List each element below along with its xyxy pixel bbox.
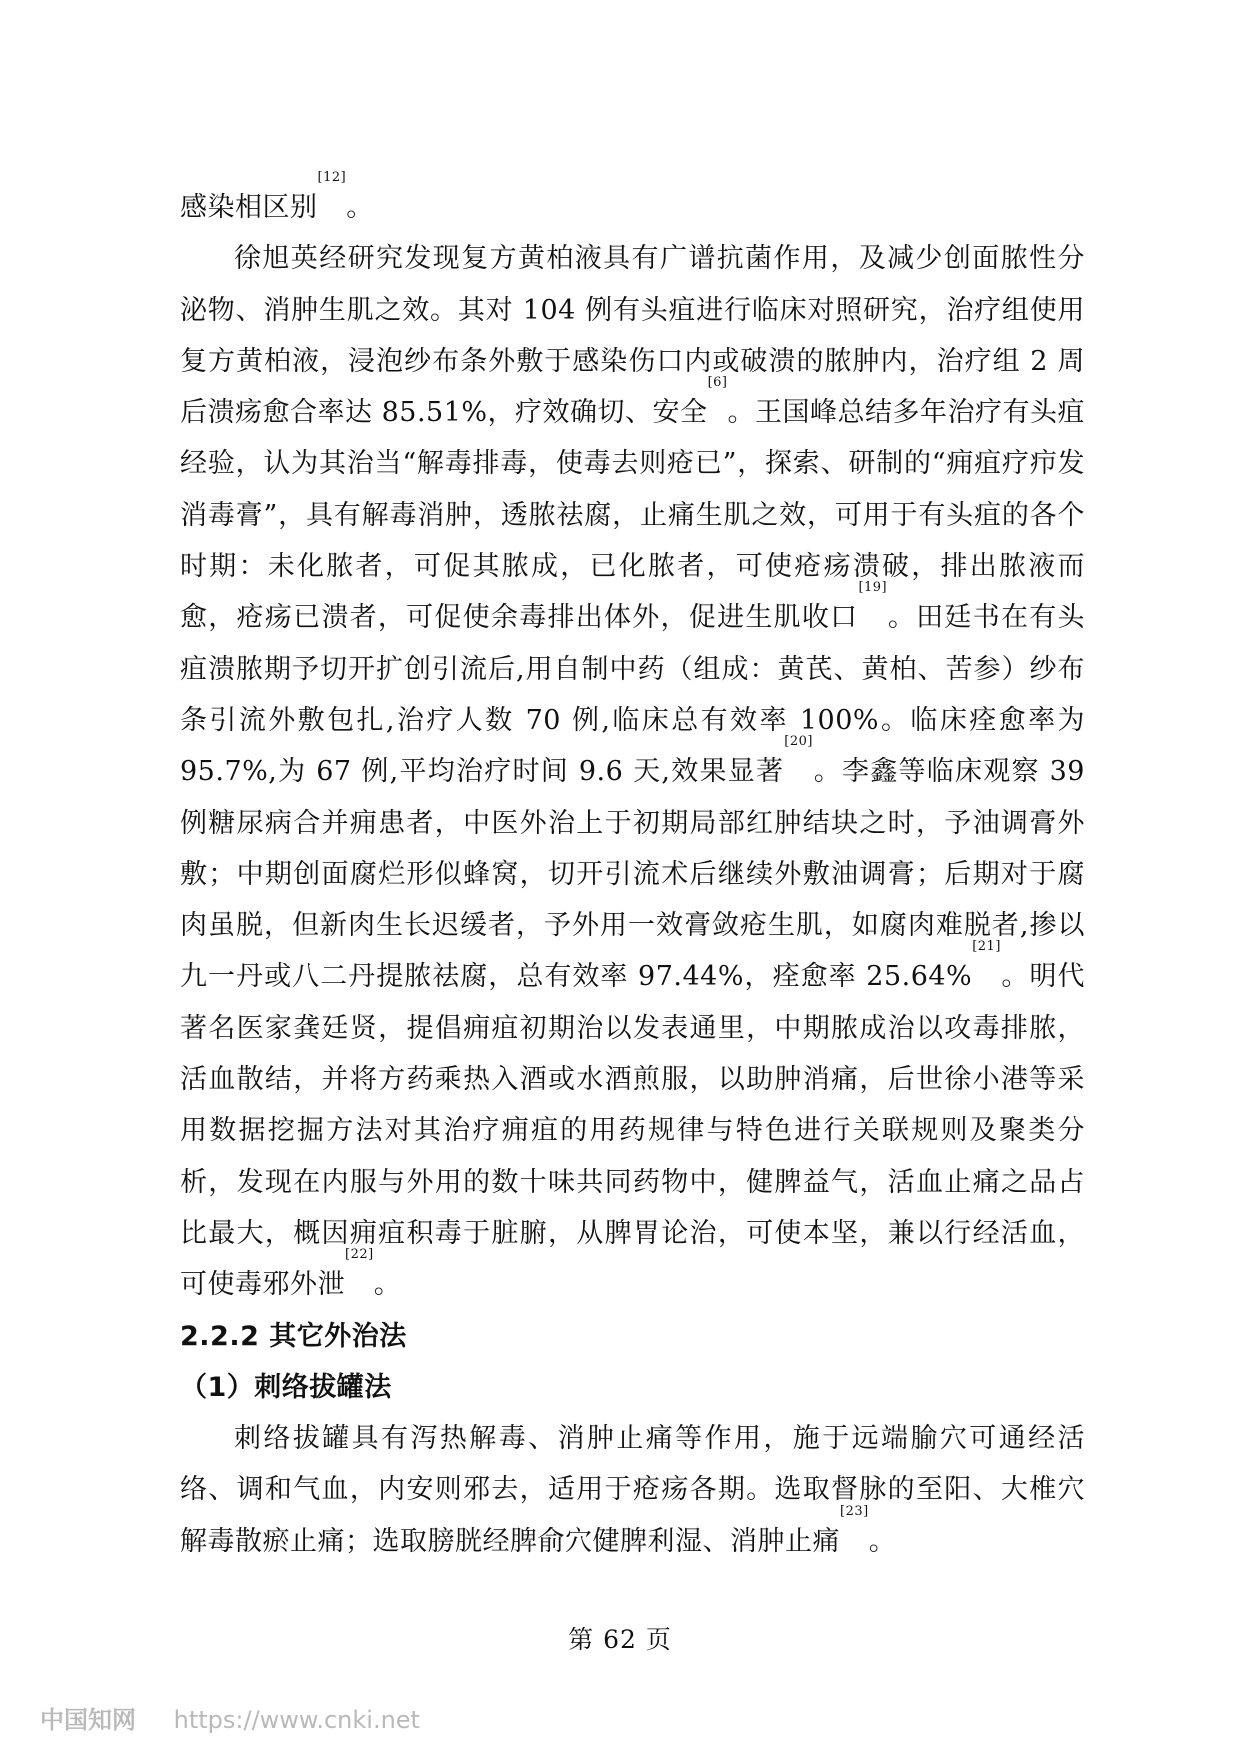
cnki-watermark: [40, 1700, 420, 1735]
citation-ref: [22]: [345, 1247, 374, 1263]
citation-ref: [6]: [707, 375, 728, 391]
paragraph-text: 感染相区别: [180, 192, 318, 223]
citation-ref: [20]: [784, 734, 813, 750]
paragraph-text: 刺络拔罐具有泻热解毒、消肿止痛等作用，施于远端腧穴可通经活络、调和气血，内安则邪去，适用于疮疡各期。选取督脉的至阳、大椎穴解毒散瘀止痛；选取膀胱经脾俞穴健脾利湿、消肿止痛: [180, 1423, 1085, 1557]
paragraph-2: [180, 233, 1085, 1310]
paragraph-text: 。: [868, 1525, 897, 1557]
paragraph-text: 。: [373, 1269, 402, 1301]
paragraph-text: 。李鑫等临床观察 39 例糖尿病合并痈患者，中医外治上于初期局部红肿结块之时，予油调膏外敷；中期创面腐烂形似蜂窝，切开引流术后继续外敷油调膏；后期对于腐肉虽脱，但新肉生长迟缓者，予外用一效膏敛疮生肌，如腐肉难脱者,掺以九一丹或八二丹提脓祛腐，总有效率 97.44%，痊愈率 25.64%: [180, 756, 1085, 993]
citation-ref: [19]: [858, 580, 888, 596]
watermark-url: https://www.cnki.net: [173, 1706, 420, 1734]
paragraph-text: 。田廷书在有头疽溃脓期予切开扩创引流后,用自制中药（组成：黄芪、黄柏、苦参）纱布条引流外敷包扎,治疗人数 70 例,临床总有效率 100%。临床痊愈率为 95.7%,为 67 例,平均治疗时间 9.6 天,效果显著: [180, 602, 1086, 788]
subsection-heading: （1）刺络拔罐法: [180, 1371, 392, 1403]
page-number: 第 62 页: [568, 1625, 672, 1654]
paragraph-text: 。王国峰总结多年治疗有头疽经验，认为其治当“解毒排毒，使毒去则疮已”，探索、研制的“痈疽疗疖发消毒膏”，具有解毒消肿，透脓祛腐，止痛生肌之效，可用于有头疽的各个时期：未化脓者，可促其脓成，已化脓者，可使疮疡溃破，排出脓液而愈，疮疡已溃者，可促使余毒排出体外，促进生肌收口: [180, 397, 1085, 634]
watermark-brand: 中国知网: [40, 1706, 136, 1734]
section-heading: 2.2.2 其它外治法: [180, 1320, 407, 1352]
body-text: [180, 170, 1086, 1567]
paragraph-3: [180, 1413, 1085, 1567]
paragraph-text: 。: [346, 192, 374, 223]
citation-ref: [21]: [972, 939, 1001, 955]
paragraph-1: [180, 170, 1085, 233]
citation-ref: [12]: [317, 170, 347, 185]
citation-ref: [23]: [840, 1503, 869, 1519]
paragraph-text: 。明代著名医家龚廷贤，提倡痈疽初期治以发表通里，中期脓成治以攻毒排脓，活血散结，并将方药乘热入酒或水酒煎服，以助肿消痛，后世徐小港等采用数据挖掘方法对其治疗痈疽的用药规律与特色进行关联规则及聚类分析，发现在内服与外用的数十味共同药物中，健脾益气，活血止痛之品占比最大，概因痈疽积毒于脏腑，从脾胃论治，可使本坚，兼以行经活血，可使毒邪外泄: [180, 961, 1085, 1301]
paragraph-text: 徐旭英经研究发现复方黄柏液具有广谱抗菌作用，及减少创面脓性分泌物、消肿生肌之效。其对 104 例有头疽进行临床对照研究，治疗组使用复方黄柏液，浸泡纱布条外敷于感染伤口内或破溃的脓肿内，治疗组 2 周后溃疡愈合率达 85.51%，疗效确切、安全: [180, 243, 1085, 429]
